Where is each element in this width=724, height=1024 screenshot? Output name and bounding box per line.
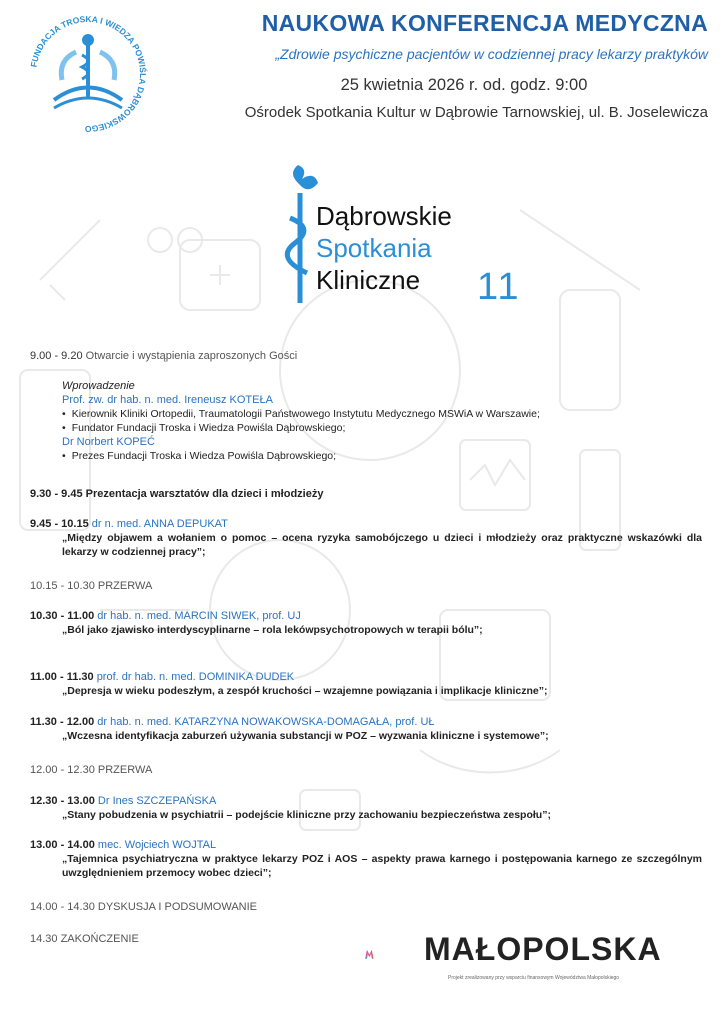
program-discussion: 14.00 - 14.30 DYSKUSJA I PODSUMOWANIE	[30, 901, 258, 913]
event-logo-line2-rest: potkania	[333, 233, 432, 263]
talk-topic: „Między objawem a wołaniem o pomoc – ocena ryzyka samobójczego u dzieci i młodzieży oraz praktyczne wskazówki dla lekarzy w codziennej pracy”;	[62, 532, 702, 558]
talk-topic: „Tajemnica psychiatryczna w praktyce lekarzy POZ i AOS – aspekty prawa karnego i postępowania karnego ze szczególnym uwzględnieniem przemocy wobec dzieci”;	[62, 853, 702, 879]
oak-leaf-icon	[293, 165, 318, 189]
talk-speaker: prof. dr hab. n. med. DOMINIKA DUDEK	[96, 671, 295, 683]
talk-speaker: Dr Ines SZCZEPAŃSKA	[97, 795, 217, 807]
talk-topic: „Depresja w wieku podeszłym, a zespół kruchości – wzajemne powiązania i implikacje kliniczne”;	[62, 685, 548, 697]
talk-time: 11.00 - 11.30	[30, 671, 94, 683]
event-logo-line3: Kliniczne	[316, 265, 421, 295]
staff-snake-icon	[287, 218, 307, 273]
talk-topic: „Stany pobudzenia w psychiatrii – podejście kliniczne przy zachowaniu bezpieczeństwa zespołu”;	[62, 809, 551, 821]
program-break-1: 10.15 - 10.30 PRZERWA	[30, 580, 153, 592]
conference-subtitle: „Zdrowie psychiczne pacjentów w codziennej pracy lekarzy praktyków	[275, 46, 708, 62]
talk-speaker: dr hab. n. med. MARCIN SIWEK, prof. UJ	[97, 610, 301, 622]
program-talk-6	[30, 838, 702, 880]
intro-bullets-2	[30, 449, 702, 463]
workshop-text: Prezentacja warsztatów dla dzieci i młodzieży	[85, 488, 324, 500]
syringe-icon	[40, 220, 100, 300]
program-talk-5	[30, 794, 702, 822]
event-logo-text	[316, 200, 452, 296]
opening-time: 9.00 - 9.20	[30, 350, 83, 362]
oak-leaf-icon	[82, 34, 94, 46]
sponsor-note: Projekt zrealizowany przy wsparciu finansowym Województwa Małopolskiego	[448, 975, 620, 981]
event-logo-line2	[316, 232, 452, 264]
talk-time: 11.30 - 12.00	[30, 716, 95, 728]
talk-speaker: dr hab. n. med. KATARZYNA NOWAKOWSKA-DOMAGAŁA, prof. UŁ	[97, 716, 435, 728]
cross-icon	[210, 265, 230, 285]
intro-speaker-2: Dr Norbert KOPEĆ	[62, 436, 155, 448]
malopolska-logo-mark	[365, 930, 425, 980]
program-closing: 14.30 ZAKOŃCZENIE	[30, 933, 139, 945]
intro-bullets-1	[30, 407, 702, 435]
talk-speaker: dr n. med. ANNA DEPUKAT	[91, 518, 228, 530]
talk-time: 9.45 - 10.15	[30, 518, 89, 530]
program-talk-3	[30, 670, 702, 698]
program-talk-4	[30, 715, 702, 743]
talk-speaker: mec. Wojciech WOJTAL	[97, 839, 217, 851]
intro-bullet: • Prezes Fundacji Troska i Wiedza Powiśla Dąbrowskiego;	[62, 449, 702, 463]
intro-speaker-1: Prof. zw. dr hab. n. med. Ireneusz KOTEŁA	[62, 394, 273, 406]
talk-time: 10.30 - 11.00	[30, 610, 95, 622]
talk-topic: „Ból jako zjawisko interdyscyplinarne – rola lekówpsychotropowych w terapii bólu”;	[62, 624, 483, 636]
program-opening	[30, 349, 702, 363]
logo-ring-text: FUNDACJA TROSKA I WIEDZA POWIŚLA DĄBROWSKIEGO	[28, 13, 149, 135]
event-logo-s-letter: S	[316, 233, 334, 263]
talk-topic: „Wczesna identyfikacja zaburzeń używania substancji w POZ – wyzwania kliniczne i systemowe”;	[62, 730, 549, 742]
conference-header	[160, 10, 708, 121]
intro-label: Wprowadzenie	[62, 380, 135, 392]
conference-venue: Ośrodek Spotkania Kultur w Dąbrowie Tarnowskiej, ul. B. Joselewicza	[244, 104, 708, 121]
foundation-logo	[24, 10, 152, 138]
opening-text: Otwarcie i wystąpienia zaproszonych Gości	[85, 350, 298, 362]
glasses-icon	[148, 228, 172, 252]
program-intro	[30, 379, 702, 463]
malopolska-wordmark: MAŁOPOLSKA	[424, 931, 662, 967]
conference-title: NAUKOWA KONFERENCJA MEDYCZNA	[261, 10, 708, 36]
intro-bullet: • Kierownik Kliniki Ortopedii, Traumatologii Państwowego Instytutu Medycznego MSWiA w Warszawie;	[62, 407, 702, 421]
program-talk-1	[30, 517, 702, 559]
program-workshop	[30, 487, 702, 501]
workshop-time: 9.30 - 9.45	[30, 488, 83, 500]
talk-time: 13.00 - 14.00	[30, 839, 95, 851]
conference-date: 25 kwietnia 2026 r. od. godz. 9:00	[340, 76, 588, 94]
event-edition-number: 11	[477, 266, 521, 308]
talk-time: 12.30 - 13.00	[30, 795, 95, 807]
event-logo-line1: Dąbrowskie	[316, 201, 452, 231]
program-talk-2	[30, 609, 702, 637]
program-break-2: 12.00 - 12.30 PRZERWA	[30, 764, 153, 776]
intro-bullet: • Fundator Fundacji Troska i Wiedza Powiśla Dąbrowskiego;	[62, 421, 702, 435]
